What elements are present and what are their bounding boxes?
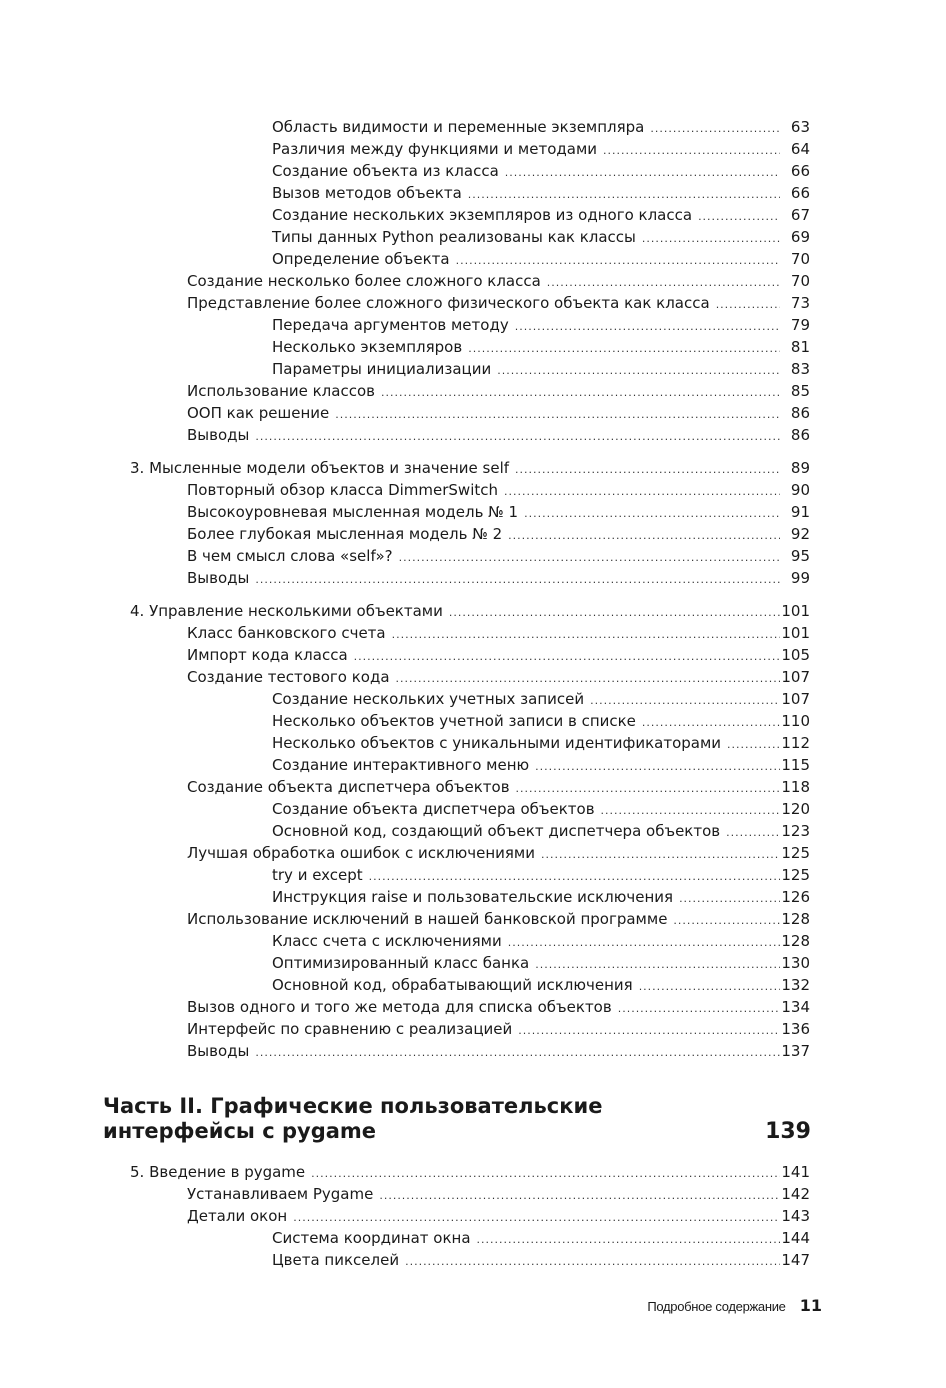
toc-entry-line [272,1249,780,1273]
toc-entry[interactable] [0,457,810,479]
toc-entry-title: Выводы [187,426,250,444]
running-footer-title: Подробное содержание [647,1299,786,1314]
toc-entry-page: 92 [790,525,810,543]
dot-leader [392,624,780,646]
toc-entry-title: Создание интерактивного меню [272,756,530,774]
toc-entry[interactable] [0,402,810,424]
toc-entry[interactable] [0,688,810,710]
dot-leader [603,140,780,162]
toc-entry-page: 107 [781,668,810,686]
toc-entry-line [130,1161,780,1185]
toc-entry[interactable] [0,996,810,1018]
toc-entry-title: Создание объекта диспетчера объектов [272,800,595,818]
dot-leader [535,954,780,976]
toc-entry[interactable] [0,600,810,622]
dot-leader [508,525,780,547]
toc-entry-title: Создание несколько более сложного класса [187,272,541,290]
toc-entry-title: Повторный обзор класса DimmerSwitch [187,481,498,499]
dot-leader [650,118,780,140]
toc-entry-line [272,358,780,382]
toc-entry-page: 91 [790,503,810,521]
toc-entry[interactable] [0,842,810,864]
toc-entry-page: 143 [781,1207,810,1225]
toc-entry-title: 5. Введение в pygame [130,1163,306,1181]
toc-entry-line [272,116,780,140]
toc-entry[interactable] [0,567,810,589]
toc-entry[interactable] [0,1249,810,1271]
toc-entry-title: Использование классов [187,382,375,400]
toc-entry-title: Использование исключений в нашей банковской программе [187,910,668,928]
dot-leader [399,547,780,569]
toc-entry-page: 86 [790,404,810,422]
toc-entry-page: 66 [790,162,810,180]
toc-entry-page: 85 [790,382,810,400]
toc-entry[interactable] [0,798,810,820]
toc-entry-title: Детали окон [187,1207,288,1225]
toc-entry-title: Инструкция raise и пользовательские исключения [272,888,674,906]
toc-entry-page: 110 [781,712,810,730]
dot-leader [293,1207,780,1229]
toc-entry-line [187,996,780,1020]
toc-entry-line [187,501,780,525]
toc-entry[interactable] [0,292,810,314]
dot-leader [639,976,780,998]
dot-leader [642,228,780,250]
toc-entry[interactable] [0,424,810,446]
toc-entry-title: Передача аргументов методу [272,316,509,334]
toc-entry-page: 128 [781,910,810,928]
toc-entry-page: 125 [781,866,810,884]
dot-leader [396,668,780,690]
toc-entry[interactable] [0,644,810,666]
toc-entry-line [272,864,780,888]
toc-entry-page: 107 [781,690,810,708]
toc-entry[interactable] [0,545,810,567]
toc-entry-page: 118 [781,778,810,796]
toc-entry-page: 69 [790,228,810,246]
toc-entry[interactable] [0,1018,810,1040]
toc-entry-title: Создание объекта диспетчера объектов [187,778,510,796]
toc-entry-line [187,1018,780,1042]
toc-entry-page: 63 [790,118,810,136]
toc-entry[interactable] [0,226,810,248]
dot-leader [497,360,780,382]
toc-entry-page: 95 [790,547,810,565]
toc-entry-title: Вызов методов объекта [272,184,462,202]
dot-leader [255,1042,780,1064]
toc-entry[interactable] [0,116,810,138]
toc-entry-line [272,754,780,778]
toc-entry-page: 125 [781,844,810,862]
toc-entry-title: Основной код, создающий объект диспетчера объектов [272,822,721,840]
toc-entry-page: 105 [781,646,810,664]
toc-entry-page: 136 [781,1020,810,1038]
toc-entry-title: ООП как решение [187,404,330,422]
toc-entry-title: Параметры инициализации [272,360,492,378]
toc-entry-line [272,1227,780,1251]
dot-leader [508,932,780,954]
toc-entry[interactable] [0,1227,810,1249]
toc-entry-line [187,908,780,932]
toc-entry-page: 81 [790,338,810,356]
dot-leader [468,184,780,206]
toc-entry-page: 101 [781,624,810,642]
toc-entry-page: 132 [781,976,810,994]
dot-leader [618,998,780,1020]
toc-entry-title: try и except [272,866,363,884]
toc-entry-page: 83 [790,360,810,378]
toc-entry-title: В чем смысл слова «self»? [187,547,393,565]
toc-entry[interactable] [0,930,810,952]
toc-entry-line [272,160,780,184]
part-title-line-1: Часть II. Графические пользовательские [103,1094,603,1118]
toc-entry[interactable] [0,138,810,160]
dot-leader [727,734,780,756]
toc-entry-line [187,292,780,316]
part-heading [103,1094,811,1144]
toc-entry-title: Класс банковского счета [187,624,386,642]
toc-entry[interactable] [0,336,810,358]
dot-leader [541,844,780,866]
toc-entry[interactable] [0,776,810,798]
toc-entry-line [130,457,780,481]
dot-leader [524,503,780,525]
toc-entry-page: 137 [781,1042,810,1060]
toc-entry[interactable] [0,754,810,776]
toc-entry-page: 67 [790,206,810,224]
toc-entry-line [272,688,780,712]
toc-entry-title: 4. Управление несколькими объектами [130,602,443,620]
toc-entry-line [187,1040,780,1064]
dot-leader [547,272,780,294]
page-footer [560,1296,822,1318]
toc-entry-title: Высокоуровневая мысленная модель № 1 [187,503,519,521]
dot-leader [468,338,780,360]
toc-entry[interactable] [0,1040,810,1062]
toc-entry-line [187,270,780,294]
toc-entry[interactable] [0,886,810,908]
toc-entry-page: 101 [781,602,810,620]
toc-entry[interactable] [0,160,810,182]
toc-entry[interactable] [0,974,810,996]
toc-entry-title: Область видимости и переменные экземпляра [272,118,645,136]
dot-leader [449,602,780,624]
dot-leader [379,1185,780,1207]
toc-entry-line [130,600,780,624]
toc-entry[interactable] [0,710,810,732]
toc-entry-page: 99 [790,569,810,587]
toc-entry-title: Различия между функциями и методами [272,140,598,158]
toc-entry-page: 115 [781,756,810,774]
toc-entry-title: Устанавливаем Pygame [187,1185,374,1203]
toc-entry[interactable] [0,1205,810,1227]
dot-leader [505,162,780,184]
dot-leader [515,459,780,481]
toc-entry-title: Выводы [187,1042,250,1060]
dot-leader [516,778,780,800]
toc-entry-title: Создание объекта из класса [272,162,499,180]
toc-entry[interactable] [0,314,810,336]
toc-entry-title: Создание тестового кода [187,668,390,686]
toc-entry-line [187,545,780,569]
toc-entry-page: 130 [781,954,810,972]
toc-entry-page: 90 [790,481,810,499]
toc-entry-title: Создание нескольких учетных записей [272,690,585,708]
toc-entry-line [187,479,780,503]
part-page-number: 139 [765,1119,811,1144]
table-of-contents [0,116,946,1062]
toc-entry-line [272,886,780,910]
toc-entry-page: 66 [790,184,810,202]
toc-entry-page: 112 [781,734,810,752]
toc-entry-line [187,1183,780,1207]
dot-leader [311,1163,780,1185]
toc-entry-page: 147 [781,1251,810,1269]
toc-entry-line [187,622,780,646]
toc-entry-page: 144 [781,1229,810,1247]
dot-leader [405,1251,780,1273]
toc-entry-title: Цвета пикселей [272,1251,400,1269]
toc-entry-line [187,842,780,866]
toc-entry[interactable] [0,270,810,292]
toc-entry-line [272,138,780,162]
dot-leader [716,294,780,316]
toc-entry[interactable] [0,248,810,270]
toc-entry[interactable] [0,1183,810,1205]
page-number: 11 [799,1296,822,1315]
toc-entry-title: Импорт кода класса [187,646,348,664]
toc-entry[interactable] [0,864,810,886]
toc-entry-line [272,732,780,756]
toc-entry[interactable] [0,182,810,204]
toc-entry-page: 70 [790,250,810,268]
dot-leader [726,822,780,844]
dot-leader [477,1229,780,1251]
toc-entry[interactable] [0,358,810,380]
toc-entry-line [187,644,780,668]
toc-entry[interactable] [0,908,810,930]
dot-leader [601,800,780,822]
toc-entry-title: Система координат окна [272,1229,471,1247]
dot-leader [335,404,780,426]
toc-entry-line [272,204,780,228]
toc-entry-page: 126 [781,888,810,906]
toc-entry-line [272,248,780,272]
toc-entry-line [187,402,780,426]
toc-entry-line [272,930,780,954]
toc-entry[interactable] [0,622,810,644]
toc-entry-line [187,666,780,690]
toc-entry-line [272,974,780,998]
toc-entry-line [187,380,780,404]
toc-entry-title: Типы данных Python реализованы как классы [272,228,636,246]
toc-entry-page: 79 [790,316,810,334]
toc-entry[interactable] [0,952,810,974]
toc-entry-line [272,336,780,360]
toc-entry-line [187,567,780,591]
toc-entry-line [272,314,780,338]
dot-leader [642,712,780,734]
toc-entry-page: 128 [781,932,810,950]
toc-entry-page: 73 [790,294,810,312]
dot-leader [515,316,780,338]
toc-entry-title: Основной код, обрабатывающий исключения [272,976,633,994]
toc-entry[interactable] [0,732,810,754]
toc-entry-title: Выводы [187,569,250,587]
toc-entry-line [187,1205,780,1229]
toc-entry[interactable] [0,204,810,226]
toc-entry-page: 123 [781,822,810,840]
toc-entry-line [187,424,780,448]
toc-entry-title: Несколько экземпляров [272,338,463,356]
toc-entry-page: 134 [781,998,810,1016]
table-of-contents-part-2 [0,1161,946,1271]
toc-entry[interactable] [0,479,810,501]
toc-entry-title: Представление более сложного физического объекта как класса [187,294,710,312]
toc-entry-line [272,226,780,250]
toc-entry-line [272,710,780,734]
dot-leader [369,866,780,888]
toc-entry-page: 141 [781,1163,810,1181]
toc-entry[interactable] [0,1161,810,1183]
dot-leader [590,690,780,712]
toc-entry-page: 120 [781,800,810,818]
toc-entry-title: Вызов одного и того же метода для списка объектов [187,998,612,1016]
dot-leader [679,888,780,910]
toc-entry-title: Создание нескольких экземпляров из одного класса [272,206,693,224]
toc-entry-page: 64 [790,140,810,158]
dot-leader [673,910,780,932]
toc-entry-title: Несколько объектов с уникальными идентификаторами [272,734,722,752]
toc-entry-title: Более глубокая мысленная модель № 2 [187,525,503,543]
dot-leader [535,756,780,778]
dot-leader [504,481,780,503]
toc-entry-page: 70 [790,272,810,290]
toc-entry-line [272,182,780,206]
toc-entry-line [272,798,780,822]
dot-leader [354,646,780,668]
toc-entry[interactable] [0,501,810,523]
dot-leader [381,382,780,404]
toc-entry-page: 86 [790,426,810,444]
dot-leader [518,1020,780,1042]
dot-leader [456,250,780,272]
toc-entry[interactable] [0,380,810,402]
toc-entry-line [272,820,780,844]
toc-entry-title: Несколько объектов учетной записи в списке [272,712,636,730]
toc-entry-title: Интерфейс по сравнению с реализацией [187,1020,513,1038]
toc-entry-line [272,952,780,976]
toc-entry[interactable] [0,523,810,545]
toc-entry-page: 89 [790,459,810,477]
dot-leader [698,206,780,228]
toc-entry-title: Определение объекта [272,250,450,268]
toc-entry-page: 142 [781,1185,810,1203]
toc-entry-title: Оптимизированный класс банка [272,954,530,972]
toc-entry[interactable] [0,666,810,688]
toc-entry[interactable] [0,820,810,842]
toc-entry-title: Класс счета с исключениями [272,932,502,950]
part-title-line-2: интерфейсы с pygame [103,1119,377,1143]
toc-entry-title: Лучшая обработка ошибок с исключениями [187,844,535,862]
toc-entry-line [187,776,780,800]
dot-leader [255,569,780,591]
dot-leader [255,426,780,448]
toc-entry-line [187,523,780,547]
toc-entry-title: 3. Мысленные модели объектов и значение self [130,459,510,477]
